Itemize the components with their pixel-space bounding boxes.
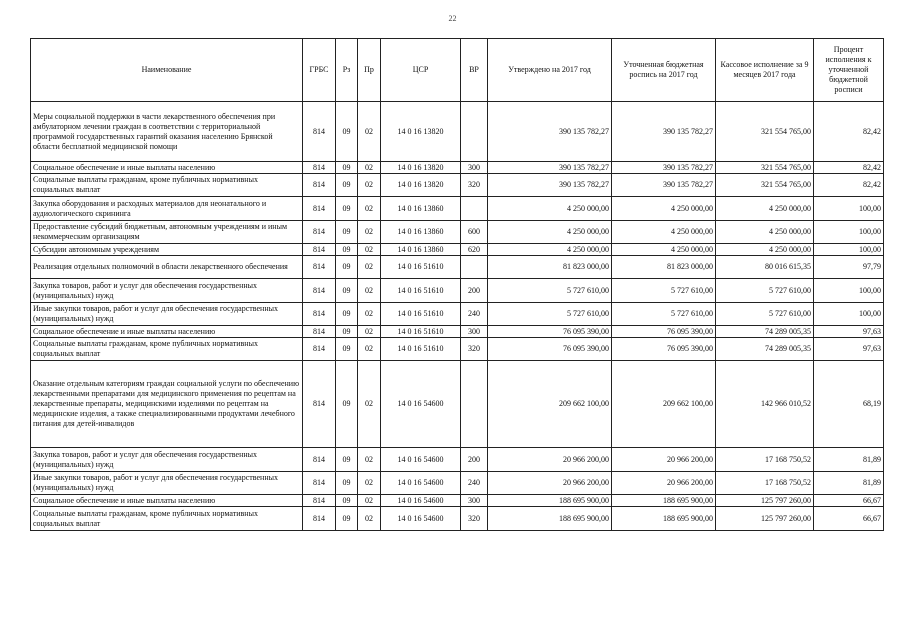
cell-approved: 5 727 610,00 (488, 303, 612, 326)
cell-cash: 321 554 765,00 (716, 102, 814, 162)
cell-refined: 4 250 000,00 (612, 244, 716, 256)
cell-name: Социальное обеспечение и иные выплаты населению (31, 495, 303, 507)
cell-vr: 320 (461, 174, 488, 197)
cell-approved: 4 250 000,00 (488, 197, 612, 221)
cell-cash: 17 168 750,52 (716, 472, 814, 495)
page-number: 22 (448, 14, 457, 23)
cell-vr: 300 (461, 495, 488, 507)
cell-refined: 390 135 782,27 (612, 102, 716, 162)
cell-percent: 100,00 (814, 197, 884, 221)
cell-pr: 02 (358, 221, 381, 244)
table-row (31, 256, 884, 279)
cell-rz: 09 (336, 361, 358, 448)
cell-refined: 5 727 610,00 (612, 303, 716, 326)
cell-pr: 02 (358, 303, 381, 326)
cell-cash: 321 554 765,00 (716, 174, 814, 197)
cell-name: Закупка оборудования и расходных материалов для неонатального и аудиологического скрининга (31, 197, 303, 221)
table-row (31, 303, 884, 326)
cell-grbs: 814 (303, 197, 336, 221)
cell-grbs: 814 (303, 303, 336, 326)
cell-approved: 390 135 782,27 (488, 162, 612, 174)
cell-approved: 4 250 000,00 (488, 221, 612, 244)
table-row (31, 197, 884, 221)
cell-name: Иные закупки товаров, работ и услуг для обеспечения государственных (муниципальных) нужд (31, 472, 303, 495)
cell-vr: 300 (461, 162, 488, 174)
cell-name: Социальное обеспечение и иные выплаты населению (31, 326, 303, 338)
table-row (31, 326, 884, 338)
table-row (31, 472, 884, 495)
cell-name: Реализация отдельных полномочий в области лекарственного обеспечения (31, 256, 303, 279)
header-vr: ВР (461, 39, 488, 102)
cell-vr: 200 (461, 279, 488, 303)
cell-percent: 97,63 (814, 338, 884, 361)
cell-percent: 100,00 (814, 244, 884, 256)
cell-rz: 09 (336, 326, 358, 338)
table-row (31, 221, 884, 244)
table-row (31, 174, 884, 197)
header-percent: Процент исполнения к уточненной бюджетной росписи (814, 39, 884, 102)
cell-refined: 209 662 100,00 (612, 361, 716, 448)
cell-rz: 09 (336, 303, 358, 326)
cell-approved: 20 966 200,00 (488, 448, 612, 472)
cell-cash: 321 554 765,00 (716, 162, 814, 174)
cell-grbs: 814 (303, 495, 336, 507)
cell-grbs: 814 (303, 472, 336, 495)
cell-approved: 188 695 900,00 (488, 495, 612, 507)
cell-cash: 4 250 000,00 (716, 244, 814, 256)
cell-grbs: 814 (303, 221, 336, 244)
cell-rz: 09 (336, 221, 358, 244)
table-row (31, 495, 884, 507)
cell-rz: 09 (336, 162, 358, 174)
cell-refined: 5 727 610,00 (612, 279, 716, 303)
cell-approved: 76 095 390,00 (488, 326, 612, 338)
cell-csr: 14 0 16 13860 (381, 197, 461, 221)
cell-csr: 14 0 16 51610 (381, 326, 461, 338)
cell-csr: 14 0 16 51610 (381, 303, 461, 326)
cell-cash: 125 797 260,00 (716, 507, 814, 531)
cell-vr: 320 (461, 507, 488, 531)
cell-pr: 02 (358, 162, 381, 174)
table-row (31, 361, 884, 448)
cell-percent: 100,00 (814, 303, 884, 326)
cell-percent: 82,42 (814, 102, 884, 162)
header-csr: ЦСР (381, 39, 461, 102)
cell-csr: 14 0 16 13820 (381, 174, 461, 197)
cell-cash: 4 250 000,00 (716, 197, 814, 221)
cell-cash: 5 727 610,00 (716, 303, 814, 326)
cell-vr (461, 361, 488, 448)
header-grbs: ГРБС (303, 39, 336, 102)
cell-pr: 02 (358, 197, 381, 221)
cell-vr (461, 256, 488, 279)
cell-grbs: 814 (303, 361, 336, 448)
cell-pr: 02 (358, 361, 381, 448)
cell-name: Меры социальной поддержки в части лекарственного обеспечения при амбулаторном лечении граждан в соответствии с территориальной программой государственных гарантий оказания населению Брянской области бесплатной медицинской помощи (31, 102, 303, 162)
cell-approved: 76 095 390,00 (488, 338, 612, 361)
cell-rz: 09 (336, 448, 358, 472)
table-row (31, 244, 884, 256)
cell-cash: 142 966 010,52 (716, 361, 814, 448)
cell-csr: 14 0 16 51610 (381, 256, 461, 279)
cell-cash: 5 727 610,00 (716, 279, 814, 303)
cell-grbs: 814 (303, 244, 336, 256)
cell-rz: 09 (336, 279, 358, 303)
cell-pr: 02 (358, 256, 381, 279)
cell-percent: 97,63 (814, 326, 884, 338)
cell-csr: 14 0 16 51610 (381, 338, 461, 361)
cell-cash: 4 250 000,00 (716, 221, 814, 244)
cell-cash: 74 289 005,35 (716, 326, 814, 338)
cell-refined: 390 135 782,27 (612, 174, 716, 197)
cell-percent: 66,67 (814, 495, 884, 507)
cell-rz: 09 (336, 174, 358, 197)
cell-csr: 14 0 16 13860 (381, 244, 461, 256)
cell-rz: 09 (336, 495, 358, 507)
cell-pr: 02 (358, 472, 381, 495)
cell-rz: 09 (336, 197, 358, 221)
cell-name: Социальное обеспечение и иные выплаты населению (31, 162, 303, 174)
cell-refined: 76 095 390,00 (612, 338, 716, 361)
cell-csr: 14 0 16 13820 (381, 102, 461, 162)
cell-csr: 14 0 16 13860 (381, 221, 461, 244)
cell-approved: 5 727 610,00 (488, 279, 612, 303)
cell-csr: 14 0 16 13820 (381, 162, 461, 174)
cell-percent: 100,00 (814, 279, 884, 303)
cell-csr: 14 0 16 54600 (381, 448, 461, 472)
cell-approved: 390 135 782,27 (488, 174, 612, 197)
cell-name: Иные закупки товаров, работ и услуг для обеспечения государственных (муниципальных) нужд (31, 303, 303, 326)
cell-vr: 620 (461, 244, 488, 256)
cell-rz: 09 (336, 102, 358, 162)
cell-grbs: 814 (303, 338, 336, 361)
cell-csr: 14 0 16 54600 (381, 472, 461, 495)
cell-approved: 188 695 900,00 (488, 507, 612, 531)
cell-name: Социальные выплаты гражданам, кроме публичных нормативных социальных выплат (31, 338, 303, 361)
cell-name: Закупка товаров, работ и услуг для обеспечения государственных (муниципальных) нужд (31, 448, 303, 472)
cell-percent: 68,19 (814, 361, 884, 448)
cell-vr: 240 (461, 303, 488, 326)
cell-refined: 4 250 000,00 (612, 197, 716, 221)
header-name: Наименование (31, 39, 303, 102)
cell-percent: 81,89 (814, 472, 884, 495)
cell-name: Закупка товаров, работ и услуг для обеспечения государственных (муниципальных) нужд (31, 279, 303, 303)
cell-percent: 100,00 (814, 221, 884, 244)
cell-grbs: 814 (303, 279, 336, 303)
cell-vr (461, 102, 488, 162)
cell-approved: 209 662 100,00 (488, 361, 612, 448)
cell-pr: 02 (358, 244, 381, 256)
cell-vr: 300 (461, 326, 488, 338)
cell-vr: 240 (461, 472, 488, 495)
header-approved: Утверждено на 2017 год (488, 39, 612, 102)
cell-cash: 17 168 750,52 (716, 448, 814, 472)
cell-rz: 09 (336, 338, 358, 361)
cell-rz: 09 (336, 472, 358, 495)
cell-name: Субсидии автономным учреждениям (31, 244, 303, 256)
cell-grbs: 814 (303, 256, 336, 279)
cell-refined: 188 695 900,00 (612, 495, 716, 507)
cell-approved: 20 966 200,00 (488, 472, 612, 495)
budget-table (30, 38, 884, 531)
table-row (31, 507, 884, 531)
table-row (31, 338, 884, 361)
cell-approved: 81 823 000,00 (488, 256, 612, 279)
cell-percent: 66,67 (814, 507, 884, 531)
cell-refined: 188 695 900,00 (612, 507, 716, 531)
cell-vr (461, 197, 488, 221)
cell-name: Социальные выплаты гражданам, кроме публичных нормативных социальных выплат (31, 174, 303, 197)
cell-rz: 09 (336, 244, 358, 256)
cell-vr: 320 (461, 338, 488, 361)
table-header-row (31, 39, 884, 102)
cell-rz: 09 (336, 256, 358, 279)
header-cash: Кассовое исполнение за 9 месяцев 2017 года (716, 39, 814, 102)
cell-pr: 02 (358, 102, 381, 162)
cell-grbs: 814 (303, 102, 336, 162)
cell-pr: 02 (358, 338, 381, 361)
cell-vr: 200 (461, 448, 488, 472)
table-row (31, 102, 884, 162)
cell-refined: 20 966 200,00 (612, 472, 716, 495)
header-refined: Уточненная бюджетная роспись на 2017 год (612, 39, 716, 102)
cell-csr: 14 0 16 54600 (381, 361, 461, 448)
cell-approved: 4 250 000,00 (488, 244, 612, 256)
cell-pr: 02 (358, 495, 381, 507)
cell-name: Предоставление субсидий бюджетным, автономным учреждениям и иным некоммерческим организациям (31, 221, 303, 244)
cell-name: Социальные выплаты гражданам, кроме публичных нормативных социальных выплат (31, 507, 303, 531)
cell-csr: 14 0 16 54600 (381, 495, 461, 507)
cell-pr: 02 (358, 507, 381, 531)
cell-vr: 600 (461, 221, 488, 244)
cell-refined: 76 095 390,00 (612, 326, 716, 338)
cell-csr: 14 0 16 54600 (381, 507, 461, 531)
cell-approved: 390 135 782,27 (488, 102, 612, 162)
cell-refined: 81 823 000,00 (612, 256, 716, 279)
cell-pr: 02 (358, 448, 381, 472)
cell-pr: 02 (358, 279, 381, 303)
cell-grbs: 814 (303, 326, 336, 338)
cell-refined: 390 135 782,27 (612, 162, 716, 174)
cell-percent: 82,42 (814, 174, 884, 197)
cell-cash: 74 289 005,35 (716, 338, 814, 361)
cell-percent: 82,42 (814, 162, 884, 174)
cell-grbs: 814 (303, 448, 336, 472)
cell-refined: 20 966 200,00 (612, 448, 716, 472)
table-row (31, 279, 884, 303)
cell-grbs: 814 (303, 162, 336, 174)
cell-percent: 81,89 (814, 448, 884, 472)
table-row (31, 162, 884, 174)
cell-pr: 02 (358, 174, 381, 197)
cell-refined: 4 250 000,00 (612, 221, 716, 244)
table-row (31, 448, 884, 472)
cell-csr: 14 0 16 51610 (381, 279, 461, 303)
header-rz: Рз (336, 39, 358, 102)
cell-rz: 09 (336, 507, 358, 531)
cell-cash: 80 016 615,35 (716, 256, 814, 279)
cell-cash: 125 797 260,00 (716, 495, 814, 507)
cell-grbs: 814 (303, 507, 336, 531)
cell-percent: 97,79 (814, 256, 884, 279)
cell-grbs: 814 (303, 174, 336, 197)
cell-pr: 02 (358, 326, 381, 338)
header-pr: Пр (358, 39, 381, 102)
cell-name: Оказание отдельным категориям граждан социальной услуги по обеспечению лекарственными препаратами для медицинского применения по рецептам на лекарственные препараты, медицинскими изделиями по рецептам на медицинские изделия, а также специализированными продуктами лечебного питания для детей-инвалидов (31, 361, 303, 448)
